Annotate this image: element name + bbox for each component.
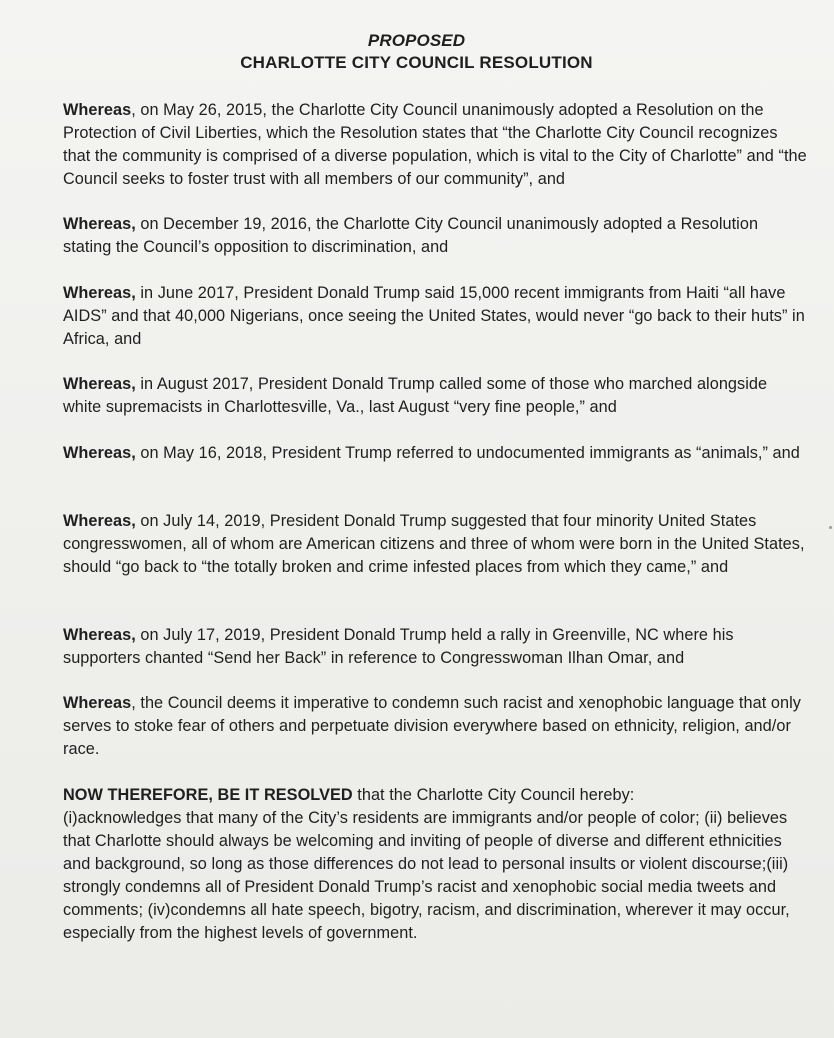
whereas-text: , on May 26, 2015, the Charlotte City Council unanimously adopted a Resolution on the Protection of Civil Liberties, which the Resolution states that “the Charlotte City Council recognizes that the community is comprised of a diverse population, which is vital to the City of Charlotte” and “the Council seeks to foster trust with all members of our community”, and bbox=[63, 101, 807, 188]
resolved-intro: that the Charlotte City Council hereby: bbox=[352, 786, 635, 804]
whereas-paragraph-4 bbox=[63, 373, 808, 419]
whereas-text: on May 16, 2018, President Trump referred to undocumented immigrants as “animals,” and bbox=[135, 444, 800, 462]
whereas-text: in June 2017, President Donald Trump said 15,000 recent immigrants from Haiti “all have AIDS” and that 40,000 Nigerians, once seeing the United States, would never “go back to their huts” in Africa, and bbox=[63, 284, 805, 348]
resolved-paragraph bbox=[63, 784, 808, 945]
whereas-lead: Whereas, bbox=[63, 512, 136, 530]
whereas-lead: Whereas, bbox=[63, 375, 136, 393]
whereas-text: in August 2017, President Donald Trump called some of those who marched alongside white supremacists in Charlottesville, Va., last August “very fine people,” and bbox=[63, 375, 768, 416]
paper-speck bbox=[829, 526, 832, 529]
resolved-lead: NOW THEREFORE, BE IT RESOLVED bbox=[63, 786, 353, 804]
document-heading bbox=[33, 30, 800, 74]
whereas-paragraph-6 bbox=[63, 510, 808, 579]
whereas-paragraph-7 bbox=[63, 624, 808, 670]
resolved-text: (i)acknowledges that many of the City’s residents are immigrants and/or people of color; (ii) believes that Charlotte should always be welcoming and inviting of people of diverse and different ethnicities and background, so long as those differences do not lead to personal insults or violent discourse;(iii) strongly condemns all of President Donald Trump’s racist and xenophobic social media tweets and comments; (iv)condemns all hate speech, bigotry, racism, and discrimination, wherever it may occur, especially from the highest levels of government. bbox=[63, 809, 790, 942]
whereas-lead: Whereas, bbox=[63, 444, 136, 462]
whereas-lead: Whereas, bbox=[63, 626, 136, 644]
whereas-paragraph-3 bbox=[63, 282, 808, 351]
whereas-lead: Whereas bbox=[63, 694, 132, 712]
whereas-paragraph-5 bbox=[63, 442, 808, 465]
whereas-paragraph-8 bbox=[63, 692, 808, 761]
whereas-paragraph-2 bbox=[63, 213, 808, 259]
whereas-text: on July 17, 2019, President Donald Trump held a rally in Greenville, NC where his supporters chanted “Send her Back” in reference to Congresswoman Ilhan Omar, and bbox=[63, 626, 734, 667]
whereas-paragraph-1 bbox=[63, 99, 808, 191]
whereas-text: on July 14, 2019, President Donald Trump suggested that four minority United States congresswomen, all of whom are American citizens and three of whom were born in the United States, should “go back to “the totally broken and crime infested places from which they came,” and bbox=[63, 512, 805, 576]
whereas-lead: Whereas, bbox=[63, 284, 136, 302]
whereas-text: , the Council deems it imperative to condemn such racist and xenophobic language that only serves to stoke fear of others and perpetuate division everywhere based on ethnicity, religion, and/or race. bbox=[63, 694, 801, 758]
document-title: CHARLOTTE CITY COUNCIL RESOLUTION bbox=[240, 53, 593, 72]
whereas-text: on December 19, 2016, the Charlotte City Council unanimously adopted a Resolution stating the Council’s opposition to discrimination, and bbox=[63, 215, 759, 256]
whereas-lead: Whereas, bbox=[63, 215, 136, 233]
proposed-label: PROPOSED bbox=[367, 31, 466, 50]
whereas-lead: Whereas bbox=[63, 101, 132, 119]
